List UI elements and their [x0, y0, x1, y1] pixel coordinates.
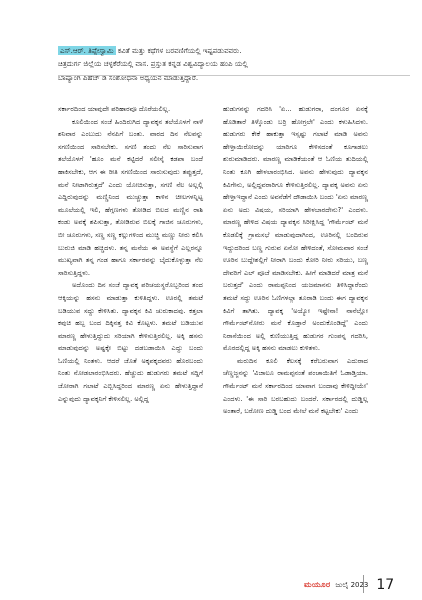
author-bio-line-1-rest: ಕವಿತೆ ಮತ್ತು ಕಥೆಗಳ ಬರವಣಿಗೆಯಲ್ಲಿ ಇಷ್ಟಪಡುವವರು.: [115, 46, 242, 55]
right-paragraph-2: ಮರುದಿನ ಕೂಲಿ ಕೆಲಸಕ್ಕೆ ಕರೆಬರುವಾಗ ಎದುರಾದ ಚೆಣ್ಣಜ್ಜನನ್ನು 'ವಿಜಾಲೂ ರಾಮಪ್ಪನಂತೆ ಪಂಚಾಯಿತಿಗೆ ಓಡಾಡ್ತಿಯಾ. ಗೌರ್ಮೆಂಟ್ ಮನೆ ಸರ್ಕಾರದಿಂದ ಯಾವಾಗ ಬಂದಾವು ಕೇಳಿದ್ದೀಯೇ' ಎಂದಳು. 'ಈ ಸಾರಿ ಬರಬಹುದು ಬಂದರೆ. ಸರ್ಕಾರದಲ್ಲಿ ದುಡ್ಡಿಲ್ಲ ಅಂತಾರೆ, ಬರೋಣ ದುಡ್ಡಿ ಬಂದ ಮೇಲೆ ಮನೆ ಕಟ್ಟಬೇಕು' ಎಂದು: [223, 356, 368, 416]
issue-date: ಜುಲೈ 2023: [335, 580, 369, 589]
left-paragraph-3: ಅದೊಂದು ದಿನ ಸಂಜೆ ದ್ಯಾವಕ್ಕ ಪರಿಚಯಸ್ಥರೊಬ್ಬರಿಂದ ತಂದ ಆಕ್ಕಿಯನ್ನು ಹಸನು ಮಾಡುತ್ತಾ ಕುಳಿತಿದ್ದಳು. ಊರಲ್ಲಿ ತಮಟೆ ಬಡಿಯುವ ಸದ್ದು ಕೇಳಿಸಿತು. ದ್ಯಾವಕ್ಕನ ಕಿವಿ ಚುರುಕಾದವು. ಕತ್ತಲಾ ಕವುಚಿ ಹಬ್ಬ ಬಂದ ದಿಕ್ಕಿನತ್ತ ಕಿವಿ ಕೊಟ್ಟಳು. ತಮಟೆ ಬಡಿಯುವ ಮಾರಣ್ಣ ಹೇಳುತ್ತಿದ್ದುದು ಸರಿಯಾಗಿ ಕೇಳಿಸುತ್ತಿರಲಿಲ್ಲ. ಅಕ್ಕಿ ಹಸನು ಮಾಡುವುದನ್ನು ಅಷ್ಟಕ್ಕೇ ಬಿಟ್ಟು ದಡಬಡಾಯಿಸಿ ಎದ್ದು ಬಂದು ಓಣಿಯಲ್ಲಿ ನಿಂತಳು. ಆದರೆ ಜೊತೆ ಅಕ್ಕಪಕ್ಕದವರು ಹೊರಬಂದು ನಿಂತು ನೋಡಲಾರಂಭಿಸಿದರು. ಹೆಚ್ಚುದು ಹುಡುಗರು ತಮಟೆ ಸದ್ದಿಗೆ ಜೋರಾಗಿ ಗಲಾಟೆ ಎಬ್ಬಿಸಿದ್ದರಿಂದ ಮಾರಣ್ಣ ಏನು ಹೇಳುತ್ತಿದ್ದಾನೆ ಎನ್ನುವುದು ದ್ಯಾವಕ್ಕನಿಗೆ ಕೇಳಿಸಲಿಲ್ಲ. ಅಲ್ಲಿದ್ದ: [58, 281, 203, 403]
left-paragraph-1: ಸರ್ಕಾರದಿಂದ ಯಾವುದೇ ಪರಿಹಾರವೂ ದೊರೆಯಲಿಲ್ಲ.: [58, 105, 171, 113]
page-number: 17: [376, 577, 395, 593]
author-bio-line-3: ಬಾಷ್ಯಾಂಗಿ ಪಿಹೆಚ್ ಡಿ ಸಂಶೋಧನಾ ಅಧ್ಯಯನ ಮಾಡುತ್ತಿದ್ದಾರೆ.: [58, 72, 199, 82]
magazine-logo: ಮಯೂರ: [304, 580, 331, 589]
left-paragraph-2: ಕೂಲಿಯಿಂದ ಸಂಜೆ ಹಿಂದಿರುಗಿದ ದ್ಯಾವಕ್ಕನ ತಲೆಯೊಳಗೆ ನಾಳೆ ಶನಿವಾರ ಎಂಬುದು ನೆನಪಿಗೆ ಬಂತು. ವಾರದ ದಿನ ನೆಲವನ್ನು ಸಗಣಿಯಿಂದ ಸಾರಿಸಬೇಕು. ಸಗಣಿ ತಂದು ನೆಲ ಸಾರಿಸುವಾಗ ತಲೆಯೊಳಗೆ 'ಹೂಂ ಮನೆ ಕಟ್ಟಿದರೆ ಸಲೀಸ್ಕೆ ಕಡಪಾ ಬಂದೆ ಹಾಕಿಸಬೇಕು, ಆಗ ಈ ರೀತಿ ಸಗಣಿಯಿಂದ ಸಾರುಸುವುದು ತಪ್ಪುತ್ತದೆ, ಮನೆ ನೀಟಾಗಿರುತ್ತದೆ' ಎಂದು ಯೋಚಿಸುತ್ತಾ, ಸಗಣಿ ನೆಲ ಅಲ್ಲಲ್ಲಿ ಎದ್ದಿರುವುದನ್ನು ಮಣ್ಣಿನಿಂದ ಮುಚ್ಚುತ್ತಾ ಕಾಳಿನ ಚೀಲಗಳನ್ನಿಟ್ಟ ಮೂಲೆಯಲ್ಲಿ ಇಲಿ, ಹೆಗ್ಗಣಗಳು ತೋಡಿದ ಬಿಲದ ಮಣ್ಣಿನ ರಾಶಿ ಕಂಡು ಅವಕ್ಕೆ ಶಪಿಸುತ್ತಾ, ತೋಡಿರುವ ಬಿಲಕ್ಕೆ ಗಾಜಿನ ಚೂರುಗಳು, ಬೀ ಚೂರುಗಳು, ಸಣ್ಣ ಸಣ್ಣ ಕಲ್ಲುಗಳಿಂದ ಮುಚ್ಚಿ ಮಣ್ಣು ನೀರು ಕಲಿಸಿ ಬುರುಜಿ ಮಾಡಿ ಹಚ್ಚಿದಳು. ತನ್ನ ಮನೆಯ ಈ ಅವಸ್ಥೆಗೆ ಎಲ್ಲರನ್ನೂ ಮುಖ್ಯವಾಗಿ ತನ್ನ ಗಂಡ ಹಾಗೂ ಸರ್ಕಾರವನ್ನು ಬೈದುಕೊಳ್ಳುತ್ತಾ ನೆಲ ಸಾರಿಸುತ್ತಿದ್ದಳು.: [58, 117, 203, 277]
author-bio: [58, 44, 376, 84]
author-name-highlight: ಎಸ್.ಆರ್. ತಿಪ್ಪೇಸ್ವಾಮಿ: [60, 46, 114, 55]
author-bio-line-2: ಚಿತ್ರದುರ್ಗ ಜಿಲ್ಲೆಯ ಚಳ್ಳಕೆರೆಯಲ್ಲಿ ವಾಸ. ಪ್ರಸ್ತುತ ಕನ್ನಡ ವಿಶ್ವವಿದ್ಯಾಲಯ ಹಂಪಿ ಯಲ್ಲಿ: [58, 59, 248, 69]
right-column: [223, 103, 368, 418]
left-column: [58, 103, 203, 405]
author-bio-line-1: [58, 44, 376, 57]
section-divider: [58, 75, 410, 76]
page-footer: [304, 577, 394, 593]
right-paragraph-1: ಹುಡುಗನನ್ನು ಗದರಿಸಿ 'ಏ... ಹುಡುಗರಾ, ದಂಗೂರ ಏನಕ್ಕೆ ಹೊಡಿತಾರೆ ತಿಳ್ಕೊಂಡು ಬರ್ರಿ ಹೋಗ್ರಲೇ' ಎಂದು ಕಳುಹಿಸಿದಳು. ಹುಡುಗರು ಕೇಕೆ ಹಾಕುತ್ತಾ ಇಸ್ಸಷ್ಟು ಗಲಾಟೆ ಮಾಡಿ ಅವನು ಹೇಳ್ತಾಯಿರೋದನ್ನು ಯಾರಿಗೂ ಕೇಳಿಸದಂತೆ ಕೂಗಾಡಲು ಶುರುಮಾಡಿದರು. ಮಾರಣ್ಣ ಮಾಡಿಕೆಯಂತೆ ಆ ಓಣಿಯ ತುದಿಯಲ್ಲಿ ನಿಂತು ಕೂಗಿ ಹೇಳಲಾರಂಭಿಸಿದ. ಅವನು ಹೇಳುವುದು ದ್ಯಾವಕ್ಕನ ಕಿವಿಗೇನು, ಅಲ್ಲಿದ್ದವರಾರಿಗೂ ಕೇಳಿಸುತ್ತಿರಲಿಲ್ಲ. ದ್ಯಾವಕ್ಕ ಅವನು ಏನು ಹೇಳ್ತಾಇದ್ದಾನೆ ಎಂದು ಅವನೆಡೆಗೆ ದೌಡಾಯಿಸಿ ಬಂದು 'ಏನು ಮಾರಣ್ಣ ಏನು ಅದು ವಿಷಯ, ಸರಿಯಾಗಿ ಹೇಳಬಾರದೇನು?' ಎಂದಳು. ಮಾರಣ್ಣ ಹೇಳಿದ ವಿಷಯ ದ್ಯಾವಕ್ಕನ ಸಿರೀಕ್ಷಿಸಿದ್ದ 'ಗೌರ್ಮೆಂಟ್ ಮನೆ ಕೊಡಲಿಕ್ಕೆ ಗ್ರಾಮಸಭೆ ಮಾಡುವುದಾಗಿಂದ, ಊರಿನಲ್ಲಿ ಬಂದಿರುವ ಇದ್ದುದರಿಂದ ಬಣ್ಣ ಗುರುವ ಏನೋ ಹೇಳಿದಂತೆ, ಸೋಮವಾರ ಸಂಜೆ ಊರಿನ ಬುದ್ದೇಶಲ್ಲಿಗೆ ನೀರಾಗಿ ಬಂದು ಕೋರಿ ನೀರು ಸರಿಯು, ಬಣ್ಣ ದೇವರಿಗೆ ಎಲ್ ಪೂಜೆ ಮಾಡಿಸಬೇಕು. ಹೀಗೆ ಮಾಡಿದರೆ ಮಾತ್ರ ಮನೆ ಬರುತ್ತದೆ' ಎಂದು ರಾಮಪ್ಪನಿಂದ ಯಜಮಾನನು ತಿಳಿಸಿದ್ದಾರೆಂದು ತಮಟೆ ಸದ್ದು ಊರಿನ ಓಣಿಗಳಲ್ಲಾ ತೂರಾಡಿ ಬಂದು ಈಗ ದ್ಯಾವಕ್ಕನ ಕಿವಿಗೆ ತಾಗಿತು. ದ್ಯಾವಕ್ಕ 'ಅಯ್ಯೋ ಇಷ್ಟೇನಾ! ನಾನೆಲ್ಲೋ ಗೌರ್ಮೆಂಟ್‌ನೋರು ಮನೆ ಕೊಡ್ತಾರೆ ಅಂದುಕೊಂಡಿದ್ದೆ' ಎಂದು ನಿರಾಸೆಯಿಂದ ಅಲ್ಲಿ ಕುಣಿಯುತ್ತಿದ್ದ ಹುಡುಗರ ಗುಂಪನ್ನ ಗದರಿಸಿ, ಮೊರದಲ್ಲಿದ್ದ ಅಕ್ಕಿ ಹಸನು ಮಾಡಲು ಕುಳಿತಳು.: [223, 105, 368, 353]
